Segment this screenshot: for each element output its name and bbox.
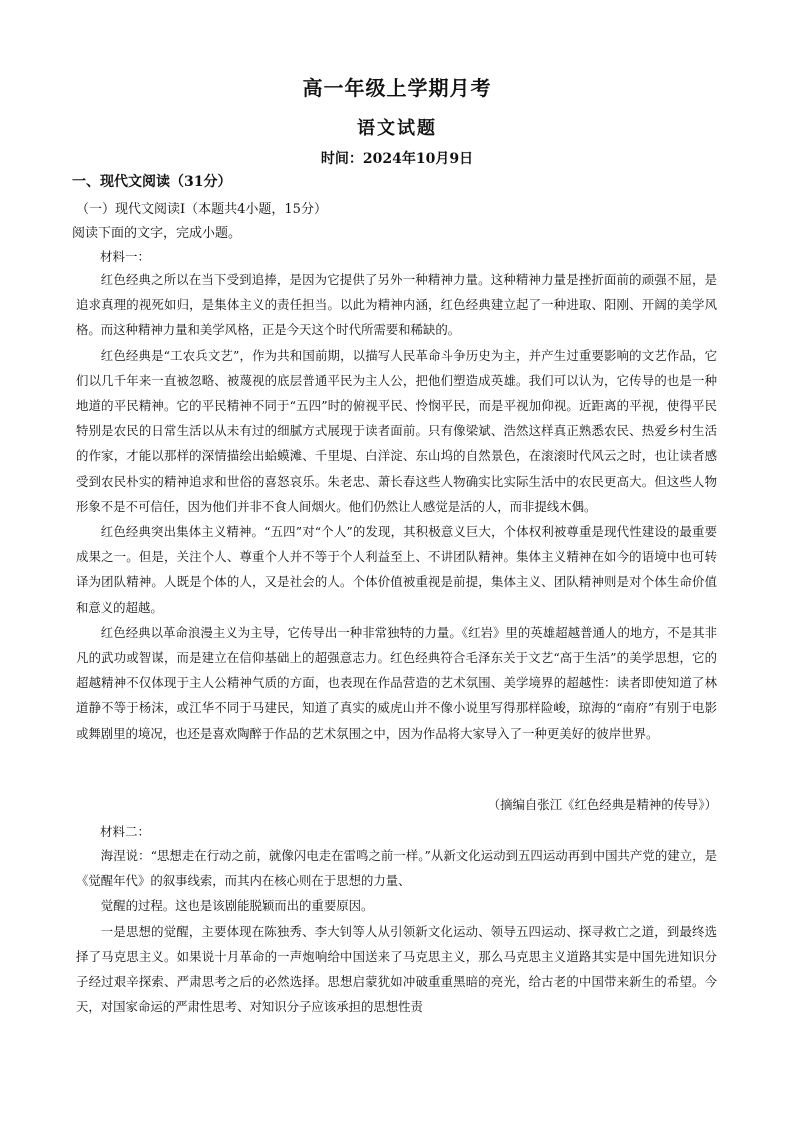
- paragraph: 红色经典以革命浪漫主义为主导，它传导出一种非常独特的力量。《红岩》里的英雄超越普通人的地方，不是其非凡的武功或智谋，而是建立在信仰基础上的超强意志力。红色经典符合毛泽东关于文艺“高于生活”的美学思想，它的超越精神不仅体现于主人公精神气质的方面，也表现在作品营造的艺术氛围、美学境界的超越性：读者即使知道了林道静不等于杨沫，或江华不同于马建民，知道了真实的威虎山并不像小说里写得那样险峻，琼海的“南府”有别于电影或舞剧里的境况，也还是喜欢陶醉于作品的艺术氛围之中，因为作品将大家导入了一种更美好的彼岸世界。: [76, 624, 717, 741]
- paragraph: 一是思想的觉醒，主要体现在陈独秀、李大钊等人从引领新文化运动、领导五四运动、探寻救亡之道，到最终选择了马克思主义。如果说十月革命的一声炮响给中国送来了马克思主义，那么马克思主义道路其实是中国先进知识分子经过艰辛探索、严肃思考之后的必然选择。思想启蒙犹如冲破重重黑暗的亮光，给古老的中国带来新生的希望。今天，对国家命运的严肃性思考、对知识分子应该承担的思想性责: [76, 923, 717, 1015]
- material-two-body: [76, 843, 717, 1019]
- exam-title: 高一年级上学期月考: [302, 76, 492, 100]
- paragraph: 海涅说：“思想走在行动之前，就像闪电走在雷鸣之前一样。”从新文化运动到五四运动再到中国共产党的建立，是《觉醒年代》的叙事线索，而其内在核心则在于思想的力量、: [76, 848, 717, 889]
- paragraph: 红色经典突出集体主义精神。“五四”对“个人”的发现，其积极意义巨大，个体权利被尊重是现代性建设的最重要成果之一。但是，关注个人、尊重个人并不等于个人利益至上、不讲团队精神。集体主义精神在如今的语境中也可转译为团队精神。人既是个体的人，又是社会的人。个体价值被重视是前提，集体主义、团队精神则是对个体生命价值和意义的超越。: [76, 524, 717, 615]
- paragraph: 觉醒的过程。这也是该剧能脱颖而出的重要原因。: [100, 898, 374, 914]
- paragraph: 红色经典是“工农兵文艺”，作为共和国前期，以描写人民革命斗争历史为主，并产生过重要影响的文艺作品，它们以几千年来一直被忽略、被蔑视的底层普通平民为主人公，把他们塑造成英雄。我们可以认为，它传导的也是一种地道的平民精神。它的平民精神不同于“五四”时的俯视平民、怜悯平民，而是平视加仰视。近距离的平视，使得平民特别是农民的日常生活以从未有过的细腻方式展现于读者面前。只有像梁斌、浩然这样真正熟悉农民、热爱乡村生活的作家，才能以那样的深情描绘出蛤蟆滩、千里堤、白洋淀、东山坞的自然景色，在滚滚时代风云之时，也让读者感受到农民朴实的精神追求和世俗的喜怒哀乐。朱老忠、萧长春这些人物确实比实际生活中的农民更高大。但这些人物形象不是不可信任，因为他们并非不食人间烟火。他们仍然让人感觉是活的人，而非提线木偶。: [76, 347, 717, 514]
- subject-title: 语文试题: [357, 118, 437, 139]
- section-heading: 一、现代文阅读（31分）: [72, 174, 232, 190]
- material-one-body: [76, 267, 717, 746]
- material-one-label: 材料一：: [100, 249, 151, 264]
- paragraph: 红色经典之所以在当下受到追捧，是因为它提供了另外一种精神力量。这种精神力量是挫折面前的顽强不屈，是追求真理的视死如归，是集体主义的责任担当。以此为精神内涵，红色经典建立起了一种进取、阳刚、开阔的美学风格。而这种精神力量和美学风格，正是今天这个时代所需要和稀缺的。: [76, 272, 717, 338]
- material-two-label: 材料二：: [100, 824, 151, 839]
- reading-instruction: 阅读下面的文字，完成小题。: [72, 226, 242, 241]
- source-citation: （摘编自张江《红色经典是精神的传导》）: [487, 797, 717, 812]
- subsection-heading: （一）现代文阅读Ⅰ（本题共4小题，15分）: [76, 202, 327, 217]
- exam-date: 时间：2024年10月9日: [320, 151, 474, 167]
